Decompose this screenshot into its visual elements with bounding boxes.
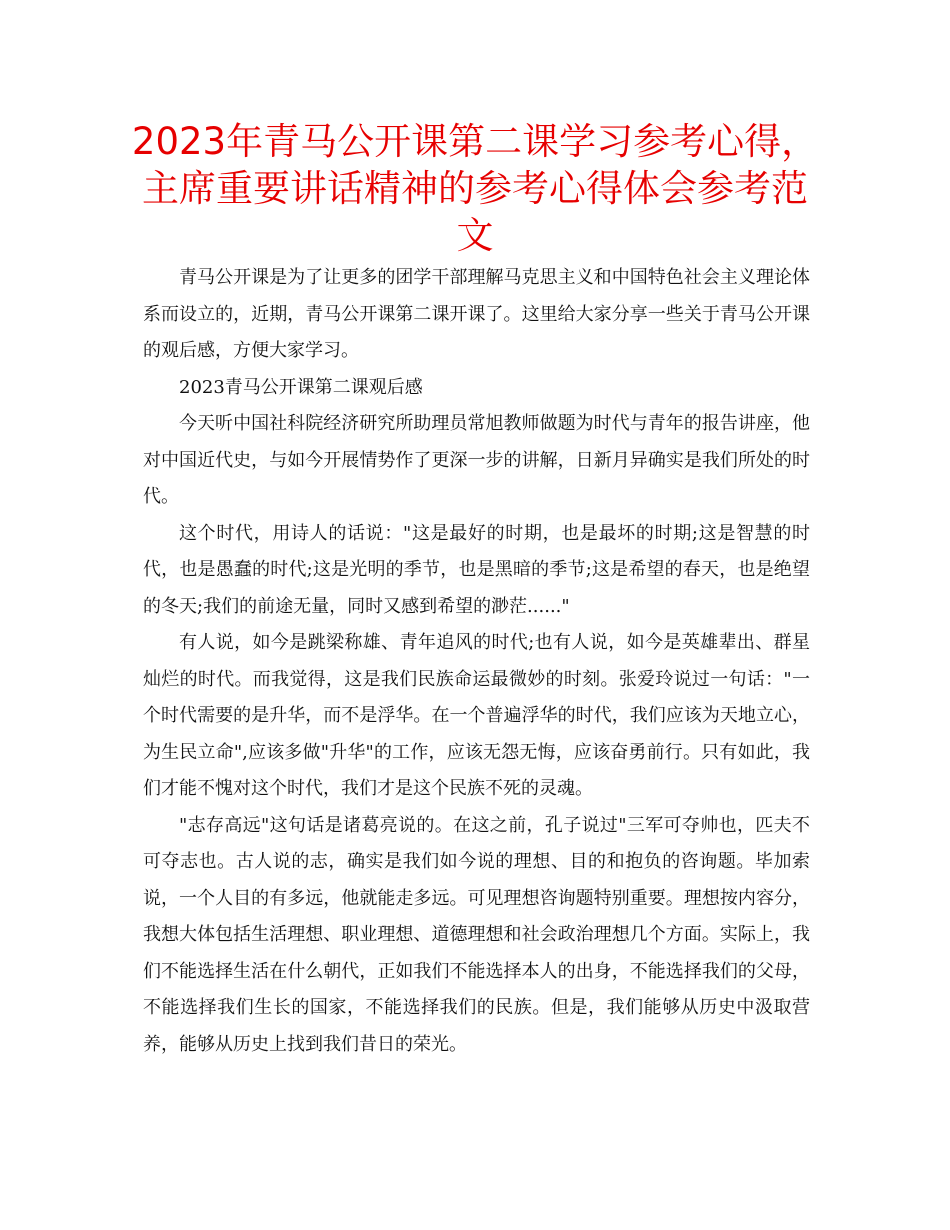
- paragraph-lecture: 今天听中国社科院经济研究所助理员常旭教师做题为时代与青年的报告讲座，他对中国近代史，与如今开展情势作了更深一步的讲解，日新月异确实是我们所处的时代。: [143, 413, 810, 507]
- paragraph-poet-quote: 这个时代，用诗人的话说："这是最好的时期，也是最坏的时期;这是智慧的时代，也是愚蠢的时代;这是光明的季节，也是黑暗的季节;这是希望的春天，也是绝望的冬天;我们的前途无量，同时又感到希望的渺茫......": [143, 522, 810, 617]
- paragraph-intro: 青马公开课是为了让更多的团学干部理解马克思主义和中国特色社会主义理论体系而设立的，近期，青马公开课第二课开课了。这里给大家分享一些关于青马公开课的观后感，方便大家学习。: [143, 267, 810, 361]
- document-body: [143, 260, 810, 1063]
- document-title: 2023年青马公开课第二课学习参考心得，主席重要讲话精神的参考心得体会参考范文: [131, 120, 819, 257]
- paragraph-ideals: "志存高远"这句话是诸葛亮说的。在这之前，孔子说过"三军可夺帅也，匹夫不可夺志也。古人说的志，确实是我们如今说的理想、目的和抱负的咨询题。毕加索说，一个人目的有多远，他就能走多远。可见理想咨询题特别重要。理想按内容分，我想大体包括生活理想、职业理想、道德理想和社会政治理想几个方面。实际上，我们不能选择生活在什么朝代，正如我们不能选择本人的出身，不能选择我们的父母，不能选择我们生长的国家，不能选择我们的民族。但是，我们能够从历史中汲取营养，能够从历史上找到我们昔日的荣光。: [143, 814, 810, 1055]
- paragraph-era: 有人说，如今是跳梁称雄、青年追风的时代;也有人说，如今是英雄辈出、群星灿烂的时代。而我觉得，这是我们民族命运最微妙的时刻。张爱玲说过一句话："一个时代需要的是升华，而不是浮华。在一个普遍浮华的时代，我们应该为天地立心，为生民立命",应该多做"升华"的工作，应该无怨无悔，应该奋勇前行。只有如此，我们才能不愧对这个时代，我们才是这个民族不死的灵魂。: [143, 632, 810, 799]
- paragraph-subheading: 2023青马公开课第二课观后感: [179, 376, 423, 398]
